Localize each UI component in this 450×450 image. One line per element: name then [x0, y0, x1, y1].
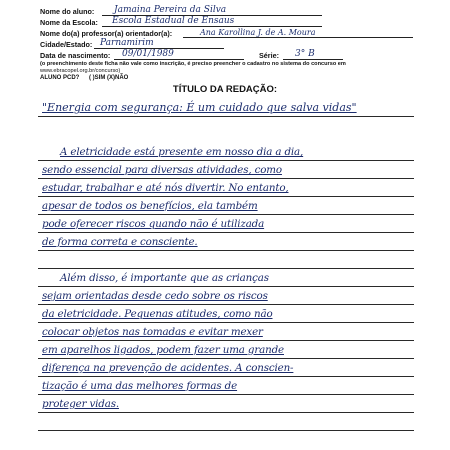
p1-line-6: de forma correta e consciente. — [42, 236, 198, 248]
escola-label: Nome da Escola: — [40, 18, 98, 27]
professor-value: Ana Karollina J. de A. Moura — [200, 28, 316, 37]
p2-line-3: da eletricidade. Pequenas atitudes, como não — [42, 308, 273, 320]
p2-line-6: diferença na prevenção de acidentes. A conscien- — [42, 362, 294, 374]
professor-label: Nome do(a) professor(a) orientador(a): — [40, 29, 173, 38]
essay-title: "Energia com segurança: É um cuidado que salva vidas" — [42, 101, 357, 114]
aluno-value: Jamaina Pereira da Silva — [114, 5, 227, 15]
cidade-value: Parnamirim — [100, 38, 154, 48]
p2-line-5: em aparelhos ligados, podem fazer uma grande — [42, 344, 284, 356]
registration-note: (o preenchimento deste ficha não vale como inscrição, é preciso preencher o cadastro no sistema do concurso em — [40, 61, 346, 67]
p1-line-5: pode oferecer riscos quando não é utilizada — [42, 218, 265, 230]
p2-line-1: Além disso, é importante que as crianças — [60, 272, 269, 284]
p2-line-2: sejam orientadas desde cedo sobre os riscos — [42, 290, 268, 302]
escola-value: Escola Estadual de Ensaus — [112, 16, 235, 26]
p1-line-2: sendo essencial para diversas atividades, como — [42, 164, 282, 176]
nascimento-label: Data de nascimento: — [40, 51, 111, 60]
nascimento-value: 09/01/1989 — [122, 49, 174, 59]
p2-line-7: tização é uma das melhores formas de — [42, 380, 238, 392]
registration-url: www.ebracopel.org.br/concurso) — [40, 68, 121, 74]
cidade-label: Cidade/Estado: — [40, 40, 93, 49]
title-label: TÍTULO DA REDAÇÃO: — [172, 84, 278, 95]
p1-line-3: estudar, trabalhar e até nós divertir. No entanto, — [42, 182, 289, 194]
serie-label: Série: — [259, 51, 279, 60]
p1-line-4: apesar de todos os benefícios, ela também — [42, 200, 258, 212]
nascimento-field — [40, 49, 420, 61]
p1-line-1: A eletricidade está presente em nosso dia a dia, — [60, 146, 304, 158]
serie-value: 3° B — [295, 49, 315, 59]
p2-line-8: proteger vidas. — [42, 398, 119, 410]
pcd-label: ALUNO PCD? — [40, 75, 80, 81]
pcd-options: ( )SIM (X)NÃO — [89, 75, 129, 81]
aluno-label: Nome do aluno: — [40, 7, 95, 16]
pcd-row — [40, 75, 128, 81]
p2-line-4: colocar objetos nas tomadas e evitar mexer — [42, 326, 263, 338]
